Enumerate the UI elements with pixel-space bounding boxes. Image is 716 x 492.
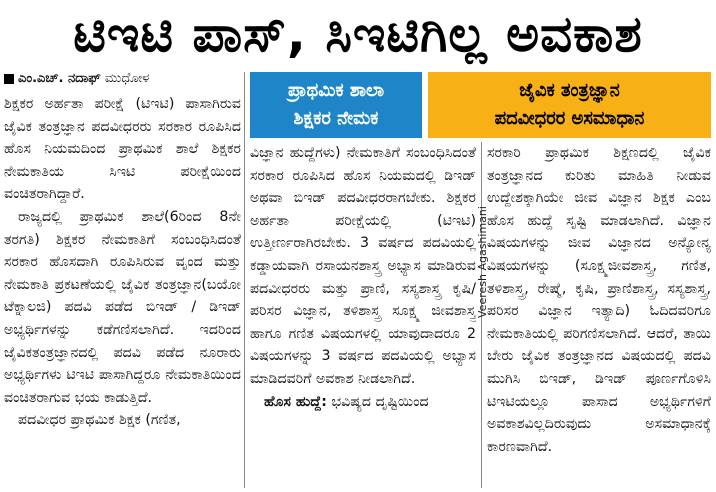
byline — [4, 71, 149, 86]
byline-author: ಎಂ.ಎಚ್. ನದಾಫ್ — [18, 71, 101, 86]
col1-paragraph-3: ಪದವೀಧರ ಪ್ರಾಥಮಿಕ ಶಿಕ್ಷಕ (ಗಣಿತ, — [18, 412, 181, 429]
new-post-subhead: ಹೊಸ ಹುದ್ದೆ: — [264, 393, 327, 410]
col2-paragraph-2: ಭವಿಷ್ಯದ ದೃಷ್ಟಿಯಿಂದ — [331, 393, 429, 410]
subhead-box-orange — [428, 72, 711, 138]
orange-box-line-1: ಜೈವಿಕ ತಂತ್ರಜ್ಞಾನ — [519, 80, 620, 101]
column-divider-1 — [244, 72, 245, 488]
headline: ಟಿಇಟಿ ಪಾಸ್, ಸಿಇಟಿಗಿಲ್ಲ ಅವಕಾಶ — [73, 4, 643, 63]
col1-paragraph-2: ರಾಜ್ಯದಲ್ಲಿ ಪ್ರಾಥಮಿಕ ಶಾಲೆ(6ರಿಂದ 8ನೇ ತರಗತಿ) ಶಿಕ್ಷಕರ ನೇಮಕಾತಿಗೆ ಸಂಬಂಧಿಸಿದಂತೆ ಸರಕಾರ ಹೊಸದಾಗಿ ರೂಪಿಸಿರುವ ವೃಂದ ಮತ್ತು ನೇಮಕಾತಿ ಪ್ರಕಟಣೆಯಲ್ಲಿ ಜೈವಿಕ ತಂತ್ರಜ್ಞಾನ(ಬಯೋ ಟೆಕ್ನಾಲಜಿ) ಪದವಿ ಪಡೆದ ಬಿಇಡ್ / ಡಿಇಡ್ ಅಭ್ಯರ್ಥಿಗಳನ್ನು ಕಡೆಗಣಿಸಲಾಗಿದೆ. ಇದರಿಂದ ಜೈವಿಕತಂತ್ರಜ್ಞಾನದಲ್ಲಿ ಪದವಿ ಪಡೆದ ನೂರಾರು ಅಭ್ಯರ್ಥಿಗಳು ಟಿಇಟಿ ಪಾಸಾಗಿದ್ದರೂ ನೇಮಕಾತಿಯಿಂದ ವಂಚಿತರಾಗುವ ಭಯ ಕಾಡುತ್ತಿದೆ. — [4, 208, 241, 406]
col3-paragraph-1: ಸರಕಾರಿ ಪ್ರಾಥಮಿಕ ಶಿಕ್ಷಣದಲ್ಲಿ ಜೈವಿಕ ತಂತ್ರಜ್ಞಾನದ ಕುರಿತು ಮಾಹಿತಿ ನೀಡುವ ಉದ್ದೇಶಕ್ಕಾಗಿಯೇ ಜೀವ ವಿಜ್ಞಾನ ಶಿಕ್ಷಕ ಎಂಬ ಹೊಸ ಹುದ್ದೆ ಸೃಷ್ಟಿ ಮಾಡಲಾಗಿದೆ. ವಿಜ್ಞಾನ ವಿಷಯಗಳನ್ನು ಜೀವ ವಿಜ್ಞಾನದ ಅನ್ಯೋನ್ಯ ವಿಷಯಗಳನ್ನು (ಸೂಕ್ಷ್ಮಜೀವಶಾಸ್ತ್ರ, ಗಣಿತ, ತಳಿಶಾಸ್ತ್ರ, ರೇಷ್ಮೆ, ಕೃಷಿ, ಪ್ರಾಣಿಶಾಸ್ತ್ರ, ಸಸ್ಯಶಾಸ್ತ್ರ, ಪರಿಸರ ವಿಜ್ಞಾನ ಇತ್ಯಾದಿ) ಓದಿದವರಿಗೂ ನೇಮಕಾತಿಯಲ್ಲಿ ಪರಿಗಣಿಸಲಾಗಿದೆ. ಆದರೆ, ತಾಯಿ ಬೇರು ಜೈವಿಕ ತಂತ್ರಜ್ಞಾನದ ವಿಷಯದಲ್ಲಿ ಪದವಿ ಮುಗಿಸಿ ಬಿಇಡ್, ಡಿಇಡ್ ಪೂರ್ಣಗೊಳಿಸಿ ಟಿಇಟಿಯಲ್ಲೂ ಪಾಸಾದ ಅಭ್ಯರ್ಥಿಗಳಿಗೆ ಅವಕಾಶವಿಲ್ಲದಿರುವುದು ಅಸಮಾಧಾನಕ್ಕೆ ಕಾರಣವಾಗಿದೆ. — [487, 145, 711, 455]
col1-paragraph-1: ಶಿಕ್ಷಕರ ಅರ್ಹತಾ ಪರೀಕ್ಷೆ (ಟಿಇಟಿ) ಪಾಸಾಗಿರುವ ಜೈವಿಕ ತಂತ್ರಜ್ಞಾನ ಪದವೀಧರರು ಸರಕಾರ ರೂಪಿಸಿದ ಹೊಸ ನಿಯಮದಿಂದ ಪ್ರಾಥಮಿಕ ಶಾಲೆ ಶಿಕ್ಷಕರ ನೇಮಕಾತಿಯ ಸಿಇಟಿ ಪರೀಕ್ಷೆಯಿಂದ ವಂಚಿತರಾಗಿದ್ದಾರೆ. — [4, 96, 241, 203]
column-2 — [250, 142, 476, 488]
photo-credit: Veeresh Agashimani — [476, 206, 489, 318]
subhead-box-blue — [250, 72, 422, 138]
byline-square-icon — [4, 74, 14, 84]
blue-box-line-1: ಪ್ರಾಥಮಿಕ ಶಾಲಾ — [287, 80, 385, 101]
blue-box-line-2: ಶಿಕ್ಷಕರ ನೇಮಕ — [293, 108, 379, 129]
orange-box-line-2: ಪದವೀಧರರ ಅಸಮಾಧಾನ — [494, 108, 645, 129]
column-1 — [4, 93, 241, 488]
byline-place: ಮುಧೋಳ — [104, 71, 150, 86]
col2-subsection — [250, 391, 476, 414]
column-3 — [487, 142, 711, 488]
col2-paragraph-1: ವಿಜ್ಞಾನ ಹುದ್ದೆಗಳು) ನೇಮಕಾತಿಗೆ ಸಂಬಂಧಿಸಿದಂತೆ ಸರಕಾರ ರೂಪಿಸಿದ ಹೊಸ ನಿಯಮದಲ್ಲಿ ಡಿಇಡ್ ಅಥವಾ ಬಿಇಡ್ ಪದವೀಧರರಾಗಬೇಕು. ಶಿಕ್ಷಕರ ಅರ್ಹತಾ ಪರೀಕ್ಷೆಯಲ್ಲಿ (ಟಿಇಟಿ) ಉತ್ತೀರ್ಣರಾಗಿರಬೇಕು. 3 ವರ್ಷದ ಪದವಿಯಲ್ಲಿ ಕಡ್ಡಾಯವಾಗಿ ರಸಾಯನಶಾಸ್ತ್ರ ಅಭ್ಯಾಸ ಮಾಡಿರುವ ಪದವೀಧರರು ಮತ್ತು ಪ್ರಾಣಿ, ಸಸ್ಯಶಾಸ್ತ್ರ ಕೃಷಿ/ಪರಿಸರ ವಿಜ್ಞಾನ, ತಳಿಶಾಸ್ತ್ರ ಸೂಕ್ಷ್ಮ ಜೀವಶಾಸ್ತ್ರ ಹಾಗೂ ಗಣಿತ ವಿಷಯಗಳಲ್ಲಿ ಯಾವುದಾದರೂ 2 ವಿಷಯಗಳನ್ನು 3 ವರ್ಷದ ಪದವಿಯಲ್ಲಿ ಅಭ್ಯಾಸ ಮಾಡಿದವರಿಗೆ ಅವಕಾಶ ನೀಡಲಾಗಿದೆ. — [250, 145, 476, 387]
